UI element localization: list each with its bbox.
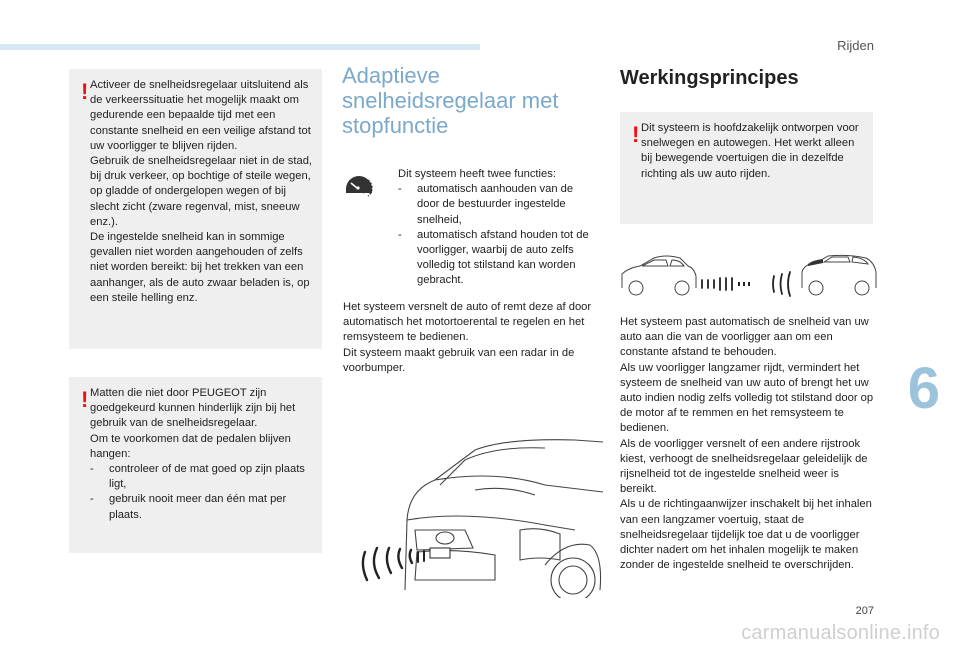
warning-note-road-types xyxy=(620,112,873,224)
functions-intro: Dit systeem heeft twee functies: xyxy=(398,168,556,180)
note-paragraph: De ingestelde snelheid kan in sommige gevallen niet worden aangehouden of zelfs niet worden bereikt: bij het trekken van een aanhanger, als de auto zwaar beladen is, op een steile helling enz. xyxy=(90,231,310,304)
list-item: - automatisch afstand houden tot de voorligger, waarbij de auto zelfs volledig tot stilstand kan worden gebracht. xyxy=(398,228,589,287)
following-distance-illustration xyxy=(618,250,878,300)
section-label: Rijden xyxy=(837,38,874,53)
body-paragraph: Als u de richtingaanwijzer inschakelt bij het inhalen van een langzamer voertuig, staat de snelheidsregelaar tijdelijk toe dat u de voorligger dichter nadert om het inhalen mogelijk te maken zonder de ingestelde snelheid te overschrijden. xyxy=(620,498,872,572)
section-title-adaptive-cruise: Adaptieve snelheidsregelaar met stopfunctie xyxy=(342,63,559,138)
note-paragraph: Om te voorkomen dat de pedalen blijven hangen: xyxy=(90,432,291,460)
note-paragraph: Gebruik de snelheidsregelaar niet in de stad, bij druk verkeer, op bochtige of steile wegen, op gladde of ondergelopen wegen of bij slecht zicht (zware regenval, mist, sneeuw enz.). xyxy=(90,155,313,228)
body-paragraph: Het systeem versnelt de auto of remt deze af door automatisch het motortoerental te regelen en het remsysteem te bedienen. xyxy=(343,301,592,344)
system-description xyxy=(343,300,601,376)
car-front-radar-illustration xyxy=(345,430,603,598)
note-paragraph: Matten die niet door PEUGEOT zijn goedgekeurd kunnen hinderlijk zijn bij het gebruik van de snelheidsregelaar. xyxy=(90,387,296,430)
speedometer-radar-icon xyxy=(343,169,379,199)
warning-note-floor-mats xyxy=(69,377,322,553)
exclamation-icon: ! xyxy=(81,387,89,412)
note-paragraph: Dit systeem is hoofdzakelijk ontworpen voor snelwegen en autowegen. Het werkt alleen bij bewegende voertuigen die in dezelfde richting als uw auto rijden. xyxy=(641,122,859,180)
body-paragraph: Het systeem past automatisch de snelheid van uw auto aan die van de voorligger aan om een constante afstand te behouden. xyxy=(620,316,869,359)
warning-note-cruise-usage xyxy=(69,69,322,349)
body-paragraph: Als uw voorligger langzamer rijdt, vermindert het systeem de snelheid van uw auto of brengt het uw auto indien nodig zelfs volledig tot stilstand door op de motor af te remmen en het remsysteem te bedienen. xyxy=(620,361,874,435)
note-paragraph: Activeer de snelheidsregelaar uitsluitend als de verkeerssituatie het mogelijk maakt om gedurende een bepaalde tijd met een constante snelheid en een veilige afstand tot uw voorligger te blijven rijden. xyxy=(90,79,311,152)
exclamation-icon: ! xyxy=(632,122,640,147)
chapter-number: 6 xyxy=(907,356,940,421)
watermark: carmanualsonline.info xyxy=(741,622,940,644)
body-paragraph: Dit systeem maakt gebruik van een radar in de voorbumper. xyxy=(343,346,575,374)
list-item: - gebruik nooit meer dan één mat per plaats. xyxy=(90,493,287,521)
working-principles-body xyxy=(620,315,878,573)
page-number: 207 xyxy=(855,605,874,617)
functions-block xyxy=(398,167,598,289)
section-title-working-principles: Werkingsprincipes xyxy=(620,67,799,89)
list-item: - controleer of de mat goed op zijn plaats ligt, xyxy=(90,463,305,491)
body-paragraph: Als de voorligger versnelt of een andere rijstrook kiest, verhoogt de snelheidsregelaar geleidelijk de rijsnelheid tot de ingestelde snelheid weer is bereikt. xyxy=(620,437,868,496)
list-item: - automatisch aanhouden van de door de bestuurder ingestelde snelheid, xyxy=(398,183,574,226)
header-bar xyxy=(0,44,480,50)
exclamation-icon: ! xyxy=(81,79,89,104)
